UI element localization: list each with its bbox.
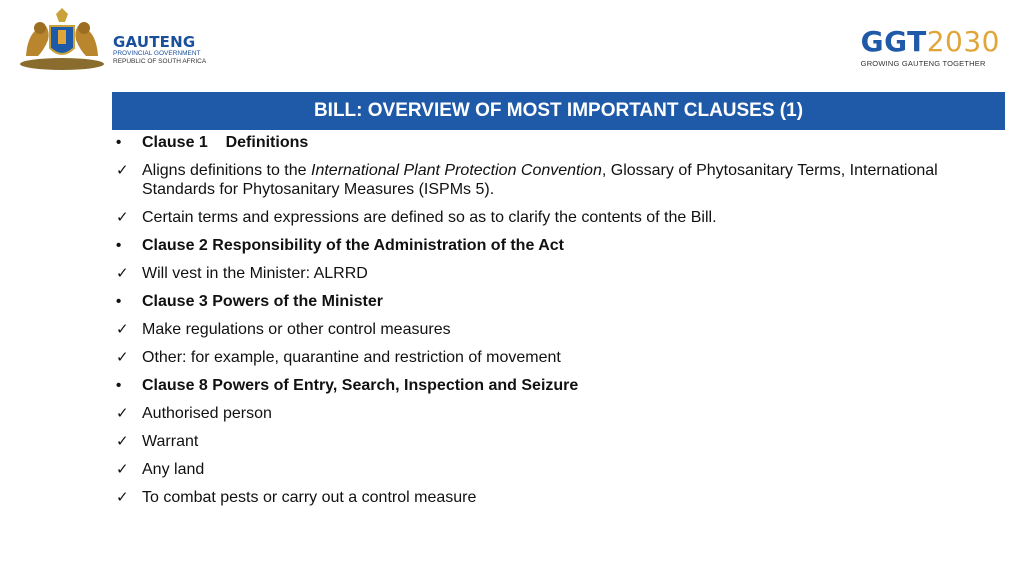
bullet-icon: • xyxy=(116,293,122,310)
bullet-icon: • xyxy=(116,377,122,394)
list-item: ✓ Will vest in the Minister: ALRRD xyxy=(116,265,368,282)
bullet-icon: • xyxy=(116,237,122,254)
gauteng-org-logo xyxy=(113,34,206,66)
checkmark-icon: ✓ xyxy=(116,461,129,478)
list-item: ✓ Aligns definitions to the International Plant Protection Convention, Glossary of Phytosanitary Terms, International Standards for Phytosanitary Measures (ISPMs 5). xyxy=(116,162,938,198)
checkmark-icon: ✓ xyxy=(116,162,129,179)
bullet-icon: • xyxy=(116,134,122,151)
list-item: ✓ Any land xyxy=(116,461,205,478)
checkmark-icon: ✓ xyxy=(116,405,129,422)
ggt-logo-year: 2030 xyxy=(926,25,1000,58)
slide-title-banner xyxy=(112,92,1005,130)
ggt2030-logo xyxy=(861,26,1000,68)
list-item: • Clause 8 Powers of Entry, Search, Inspection and Seizure xyxy=(116,377,579,394)
checkmark-icon: ✓ xyxy=(116,433,129,450)
list-item: ✓ To combat pests or carry out a control measure xyxy=(116,489,477,506)
list-item: ✓ Warrant xyxy=(116,433,199,450)
list-item: ✓ Authorised person xyxy=(116,405,272,422)
clause-list xyxy=(114,133,994,516)
checkmark-icon: ✓ xyxy=(116,489,129,506)
checkmark-icon: ✓ xyxy=(116,265,129,282)
checkmark-icon: ✓ xyxy=(116,209,129,226)
list-item: • Clause 1 Definitions xyxy=(116,134,309,151)
coat-of-arms-logo xyxy=(16,6,108,72)
org-subtitle: PROVINCIAL GOVERNMENT xyxy=(113,50,201,57)
list-item: ✓ Make regulations or other control measures xyxy=(116,321,451,338)
list-item: • Clause 3 Powers of the Minister xyxy=(116,293,383,310)
list-item: ✓ Certain terms and expressions are defined so as to clarify the contents of the Bill. xyxy=(116,209,717,226)
org-country: REPUBLIC OF SOUTH AFRICA xyxy=(113,58,207,65)
ggt-logo-text: GGT xyxy=(860,25,927,58)
checkmark-icon: ✓ xyxy=(116,349,129,366)
ggt-tagline: GROWING GAUTENG TOGETHER xyxy=(860,59,986,68)
slide-title: BILL: OVERVIEW OF MOST IMPORTANT CLAUSES (1) xyxy=(313,100,804,121)
list-item: • Clause 2 Responsibility of the Administration of the Act xyxy=(116,237,564,254)
list-item: ✓ Other: for example, quarantine and restriction of movement xyxy=(116,349,561,366)
org-name: GAUTENG xyxy=(113,33,196,51)
checkmark-icon: ✓ xyxy=(116,321,129,338)
